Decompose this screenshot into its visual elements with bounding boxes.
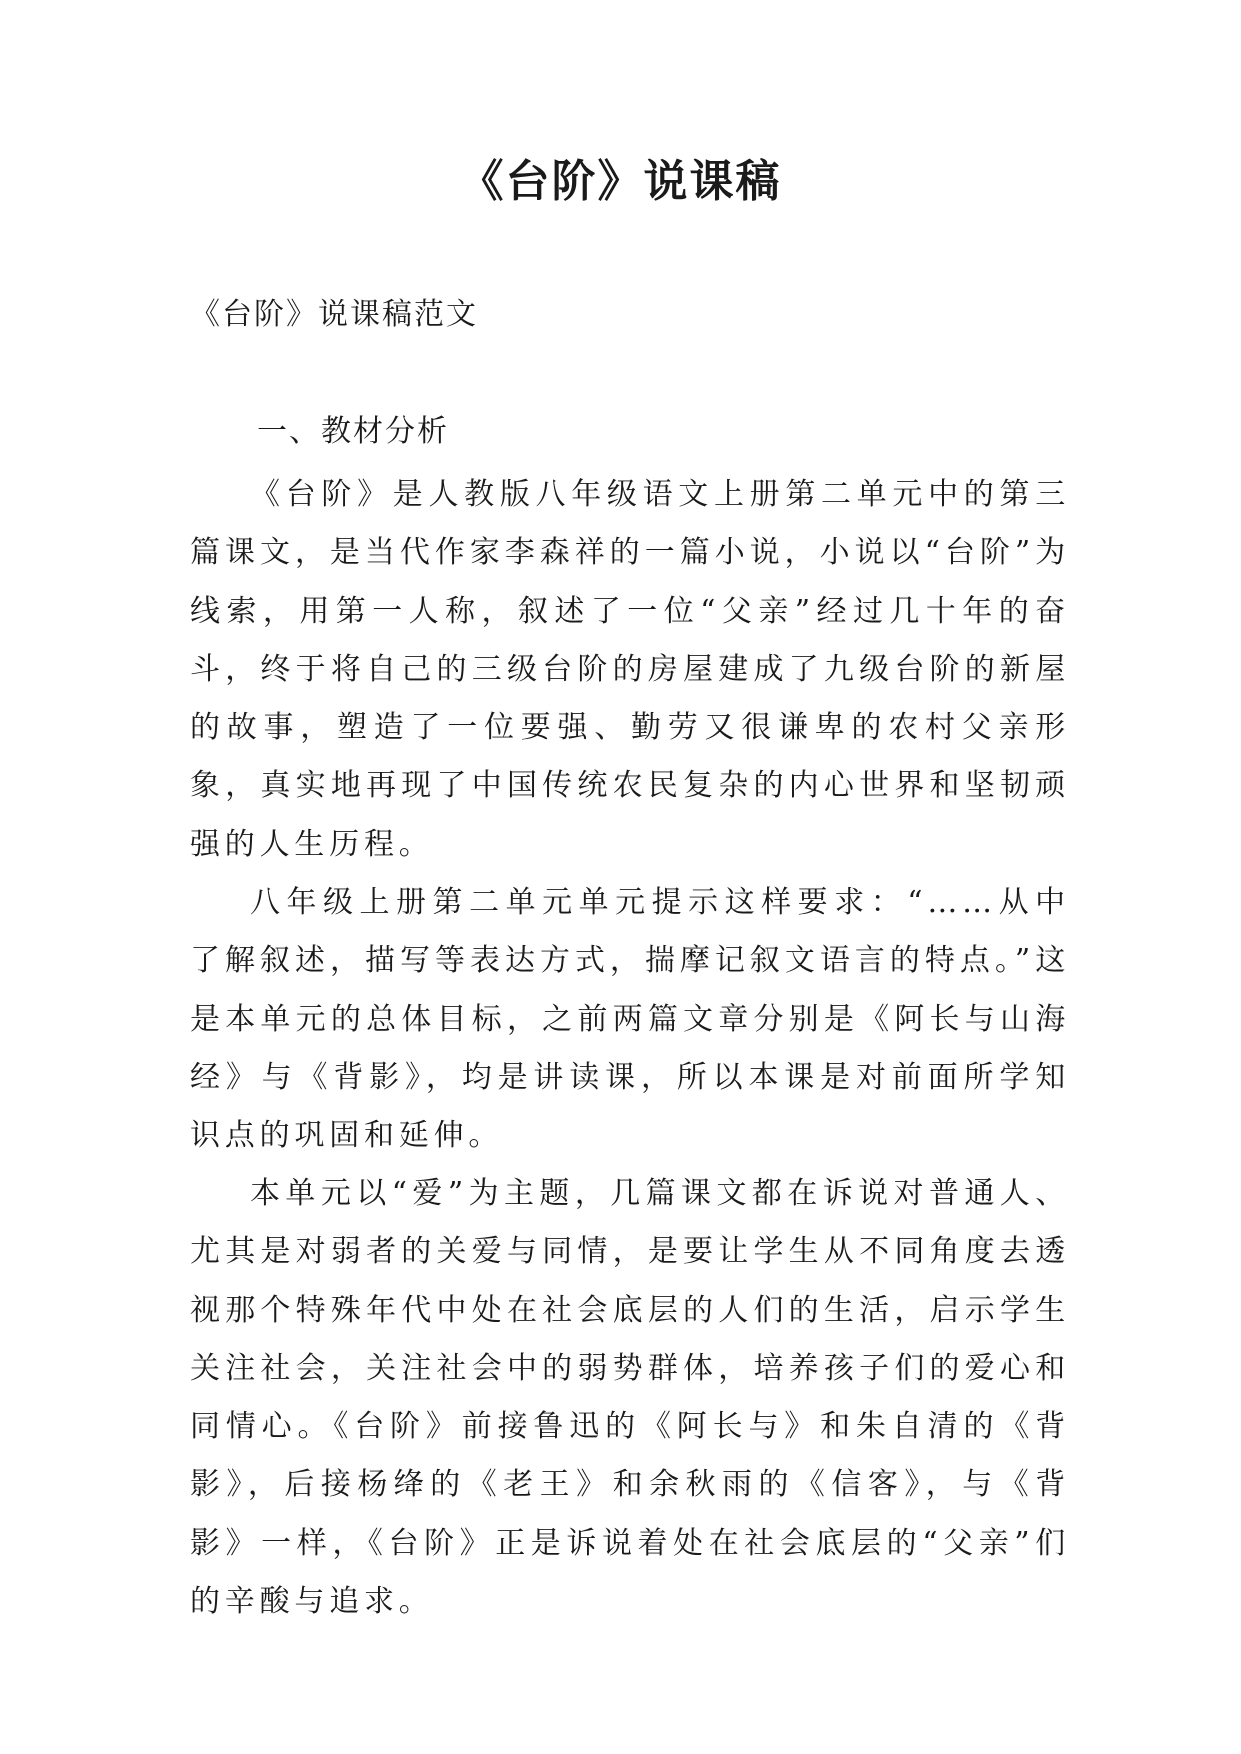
body-paragraph-1 xyxy=(190,466,1070,874)
paragraph-text: 八年级上册第二单元单元提示这样要求：“……从中了解叙述，描写等表达方式，揣摩记叙文语言的特点。”这是本单元的总体目标，之前两篇文章分别是《阿长与山海经》与《背影》，均是讲读课，所以本课是对前面所学知识点的巩固和延伸。 xyxy=(190,885,1070,1154)
body-paragraph-2 xyxy=(190,874,1070,1165)
section-heading: 一、教材分析 xyxy=(257,414,449,449)
paragraph-text: 《台阶》是人教版八年级语文上册第二单元中的第三篇课文，是当代作家李森祥的一篇小说，小说以“台阶”为线索，用第一人称，叙述了一位“父亲”经过几十年的奋斗，终于将自己的三级台阶的房屋建成了九级台阶的新屋的故事，塑造了一位要强、勤劳又很谦卑的农村父亲形象，真实地再现了中国传统农民复杂的内心世界和坚韧顽强的人生历程。 xyxy=(190,477,1070,862)
body-paragraph-3 xyxy=(190,1165,1070,1631)
document-title: 《台阶》说课稿 xyxy=(459,156,782,207)
document-subtitle: 《台阶》说课稿范文 xyxy=(190,297,478,332)
paragraph-text: 本单元以“爱”为主题，几篇课文都在诉说对普通人、尤其是对弱者的关爱与同情，是要让学生从不同角度去透视那个特殊年代中处在社会底层的人们的生活，启示学生关注社会，关注社会中的弱势群体，培养孩子们的爱心和同情心。《台阶》前接鲁迅的《阿长与》和朱自清的《背影》，后接杨绛的《老王》和余秋雨的《信客》，与《背影》一样，《台阶》正是诉说着处在社会底层的“父亲”们的辛酸与追求。 xyxy=(190,1176,1070,1620)
